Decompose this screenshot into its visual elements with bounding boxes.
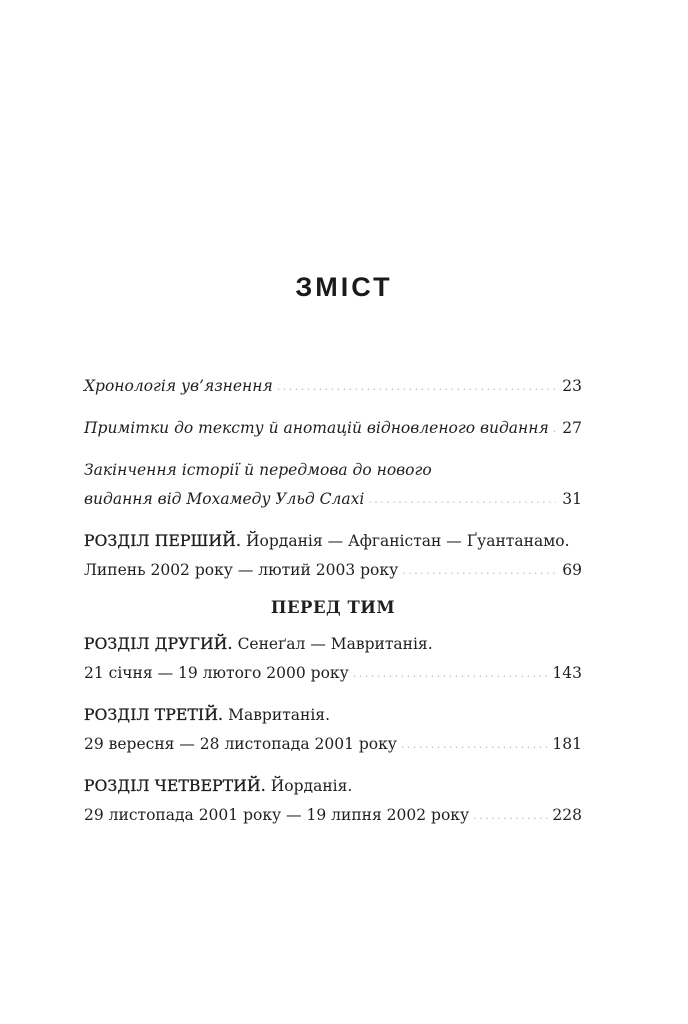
- chapter-dates: 29 листопада 2001 року — 19 липня 2002 року: [84, 806, 470, 824]
- chapter-dates: 29 вересня — 28 листопада 2001 року: [84, 735, 397, 753]
- chapter-dates: 21 січня — 19 лютого 2000 року: [84, 664, 349, 682]
- page-title: ЗМІСТ: [295, 272, 393, 303]
- toc-line: [84, 485, 582, 515]
- chapter-dates: Липень 2002 року — лютий 2003 року: [84, 561, 399, 579]
- chapter-label: РОЗДІЛ ПЕРШИЙ.: [84, 532, 242, 550]
- dot-leader: [368, 485, 556, 514]
- toc-entry-chapter-4[interactable]: [84, 772, 582, 831]
- toc-entry-title: Примітки до тексту й анотацій відновленого видання: [84, 419, 549, 437]
- toc-entry-notes[interactable]: [84, 414, 582, 444]
- toc-entry-title-line-1: Закінчення історії й передмова до нового: [84, 461, 432, 479]
- page-number: 23: [562, 377, 582, 395]
- chapter-subtitle: Сенеґал — Мавританія.: [232, 635, 433, 653]
- toc-entry-chronology[interactable]: [84, 372, 582, 402]
- toc-line: [84, 801, 582, 831]
- page-number: 27: [562, 419, 582, 437]
- toc-entry-title-line-2: видання від Мохамеду Ульд Слахі: [84, 490, 365, 508]
- toc-line: [84, 772, 582, 801]
- toc-line: [84, 456, 582, 485]
- page-number: 69: [562, 561, 582, 579]
- toc-line: [84, 659, 582, 689]
- dot-leader: [277, 372, 556, 401]
- chapter-subtitle: Йорданія — Афганістан — Ґуантанамо.: [241, 532, 570, 550]
- page-number: 31: [562, 490, 582, 508]
- table-of-contents: [84, 372, 582, 831]
- chapter-subtitle: Йорданія.: [265, 777, 353, 795]
- toc-line: [84, 730, 582, 760]
- toc-entry-title: Хронологія ув’язнення: [84, 377, 273, 395]
- toc-entry-afterword[interactable]: [84, 456, 582, 515]
- chapter-label: РОЗДІЛ ТРЕТІЙ.: [84, 706, 224, 724]
- dot-leader: [473, 801, 548, 830]
- toc-line: [84, 414, 582, 444]
- chapter-label: РОЗДІЛ ЧЕТВЕРТИЙ.: [84, 777, 266, 795]
- section-heading: ПЕРЕД ТИМ: [270, 598, 396, 617]
- toc-line: [84, 556, 582, 586]
- toc-entry-chapter-1[interactable]: [84, 527, 582, 586]
- toc-entry-chapter-2[interactable]: [84, 630, 582, 689]
- chapter-subtitle: Мавританія.: [223, 706, 330, 724]
- chapter-label: РОЗДІЛ ДРУГИЙ.: [84, 635, 233, 653]
- page-number: 181: [552, 735, 582, 753]
- dot-leader: [402, 556, 556, 585]
- dot-leader: [401, 730, 548, 759]
- toc-line: [84, 630, 582, 659]
- page-number: 228: [552, 806, 582, 824]
- toc-line: [84, 527, 582, 556]
- dot-leader: [353, 659, 549, 688]
- toc-entry-chapter-3[interactable]: [84, 701, 582, 760]
- dot-leader: [553, 414, 556, 443]
- page-number: 143: [552, 664, 582, 682]
- toc-line: [84, 372, 582, 402]
- toc-line: [84, 701, 582, 730]
